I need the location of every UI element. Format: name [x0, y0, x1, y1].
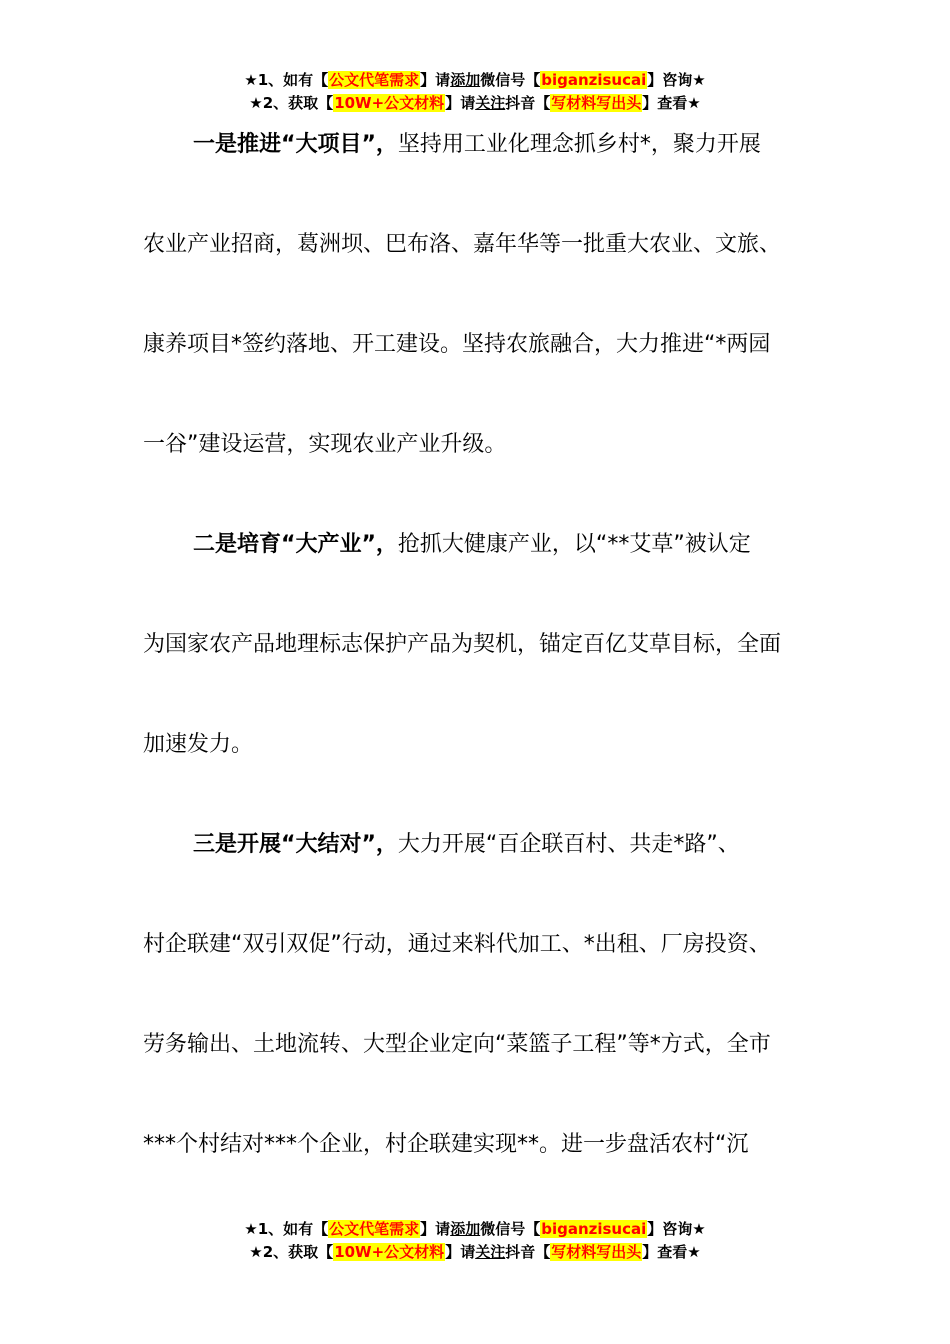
footer-banner — [0, 1218, 950, 1264]
paragraph-1-line-2: 农业产业招商，葛洲坝、巴布洛、嘉年华等一批重大农业、文旅、 — [143, 232, 782, 257]
highlight-service: 公文代笔需求 — [329, 71, 420, 89]
paragraph-3-line-3: 劳务输出、土地流转、大型企业定向“菜篮子工程”等*方式，全市 — [143, 1032, 771, 1057]
header-banner — [0, 69, 950, 115]
header-line-2: ★2、获取【10W+公文材料】请关注抖音【写材料写出头】查看★ — [249, 94, 701, 112]
paragraph-1-line-4: 一谷”建设运营，实现农业产业升级。 — [143, 432, 507, 457]
paragraph-2-line-3: 加速发力。 — [143, 732, 254, 757]
highlight-wechat-id: biganzisucai — [541, 1220, 647, 1238]
highlight-materials: 10W+公文材料 — [334, 1243, 445, 1261]
highlight-service: 公文代笔需求 — [329, 1220, 420, 1238]
paragraph-2-line-1: 二是培育“大产业”，抢抓大健康产业，以“**艾草”被认定 — [193, 532, 751, 557]
paragraph-1-line-1: 一是推进“大项目”，坚持用工业化理念抓乡村*，聚力开展 — [193, 132, 761, 157]
highlight-materials: 10W+公文材料 — [334, 94, 445, 112]
paragraph-3-line-4: ***个村结对***个企业，村企联建实现**。进一步盘活农村“沉 — [143, 1132, 749, 1157]
paragraph-lead: 一是推进“大项目”， — [193, 132, 398, 157]
paragraph-2-line-2: 为国家农产品地理标志保护产品为契机，锚定百亿艾草目标，全面 — [143, 632, 782, 657]
highlight-douyin-id: 写材料写出头 — [551, 94, 642, 112]
highlight-wechat-id: biganzisucai — [541, 71, 647, 89]
paragraph-lead: 三是开展“大结对”， — [193, 832, 398, 857]
paragraph-3-line-1: 三是开展“大结对”，大力开展“百企联百村、共走*路”、 — [193, 832, 740, 857]
paragraph-lead: 二是培育“大产业”， — [193, 532, 398, 557]
footer-line-2: ★2、获取【10W+公文材料】请关注抖音【写材料写出头】查看★ — [249, 1243, 701, 1261]
document-body — [143, 124, 807, 1224]
paragraph-3-line-2: 村企联建“双引双促”行动，通过来料代加工、*出租、厂房投资、 — [143, 932, 771, 957]
paragraph-1-line-3: 康养项目*签约落地、开工建设。坚持农旅融合，大力推进“*两园 — [143, 332, 771, 357]
highlight-douyin-id: 写材料写出头 — [551, 1243, 642, 1261]
footer-line-1: ★1、如有【公文代笔需求】请添加微信号【biganzisucai】咨询★ — [244, 1220, 706, 1238]
header-line-1: ★1、如有【公文代笔需求】请添加微信号【biganzisucai】咨询★ — [244, 71, 706, 89]
